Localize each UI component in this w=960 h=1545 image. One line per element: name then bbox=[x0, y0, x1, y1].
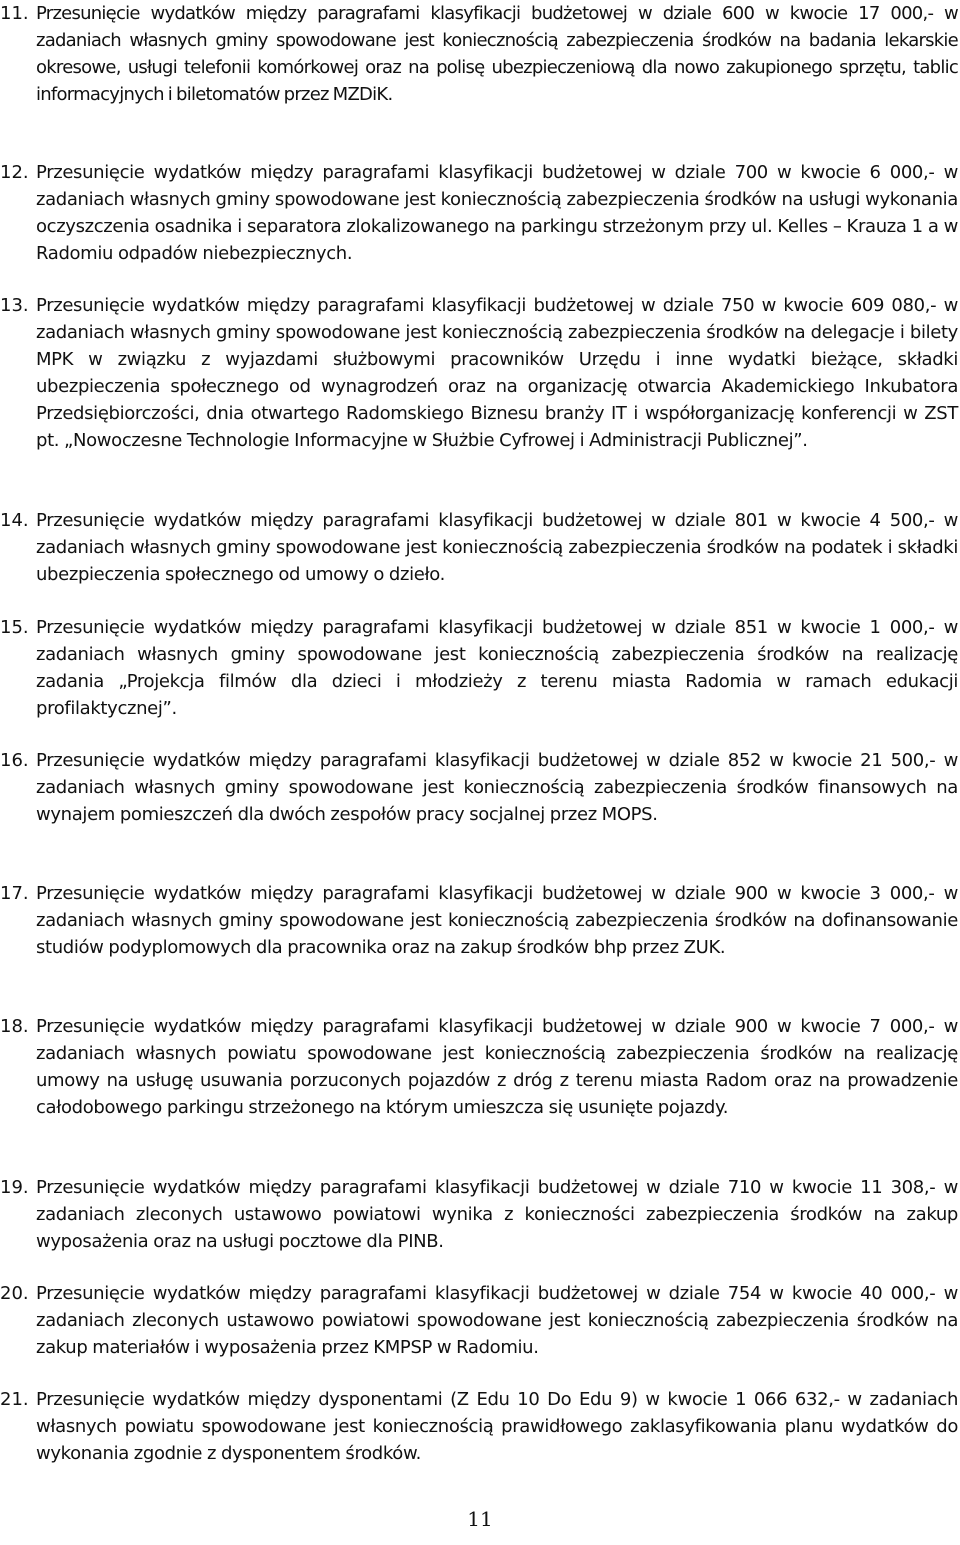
list-item bbox=[0, 1386, 958, 1467]
item-number: 21. bbox=[0, 1389, 29, 1410]
list-item bbox=[0, 1013, 958, 1121]
item-text: Przesunięcie wydatków między dysponentami (Z Edu 10 Do Edu 9) w kwocie 1 066 632,- w zadaniach własnych powiatu spowodowane jest koniecznością prawidłowego zaklasyfikowania planu wydatków do wykonania zgodnie z dysponentem środków. bbox=[36, 1389, 958, 1464]
item-number: 16. bbox=[0, 750, 29, 771]
list-item bbox=[0, 159, 958, 267]
item-number: 13. bbox=[0, 295, 29, 316]
item-text: Przesunięcie wydatków między paragrafami klasyfikacji budżetowej w dziale 851 w kwocie 1 000,- w zadaniach własnych gminy spowodowane jest koniecznością zabezpieczenia środków na realizację zadania „Projekcja filmów dla dzieci i młodzieży z terenu miasta Radomia w ramach edukacji profilaktycznej”. bbox=[36, 617, 958, 719]
item-text: Przesunięcie wydatków między paragrafami klasyfikacji budżetowej w dziale 801 w kwocie 4 500,- w zadaniach własnych gminy spowodowane jest koniecznością zabezpieczenia środków na podatek i składki ubezpieczenia społecznego od umowy o dzieło. bbox=[36, 510, 958, 585]
item-text: Przesunięcie wydatków między paragrafami klasyfikacji budżetowej w dziale 710 w kwocie 11 308,- w zadaniach zleconych ustawowo powiatowi wynika z konieczności zabezpieczenia środków na zakup wyposażenia oraz na usługi pocztowe dla PINB. bbox=[36, 1177, 958, 1252]
item-text: Przesunięcie wydatków między paragrafami klasyfikacji budżetowej w dziale 852 w kwocie 21 500,- w zadaniach własnych gminy spowodowane jest koniecznością zabezpieczenia środków finansowych na wynajem pomieszczeń dla dwóch zespołów pracy socjalnej przez MOPS. bbox=[36, 750, 958, 825]
list-item bbox=[0, 507, 958, 588]
item-number: 18. bbox=[0, 1016, 29, 1037]
item-number: 12. bbox=[0, 162, 29, 183]
list-item bbox=[0, 292, 958, 454]
list-item bbox=[0, 0, 958, 108]
item-number: 11. bbox=[0, 3, 29, 24]
item-text: Przesunięcie wydatków między paragrafami klasyfikacji budżetowej w dziale 900 w kwocie 7 000,- w zadaniach własnych powiatu spowodowane jest koniecznością zabezpieczenia środków na realizację umowy na usługę usuwania porzuconych pojazdów z dróg z terenu miasta Radom oraz na prowadzenie całodobowego parkingu strzeżonego na którym umieszcza się usunięte pojazdy. bbox=[36, 1016, 958, 1118]
list-item bbox=[0, 1174, 958, 1255]
item-number: 14. bbox=[0, 510, 29, 531]
item-text: Przesunięcie wydatków między paragrafami klasyfikacji budżetowej w dziale 600 w kwocie 17 000,- w zadaniach własnych gminy spowodowane jest koniecznością zabezpieczenia środków na badania lekarskie okresowe, usługi telefonii komórkowej oraz na polisę ubezpieczeniową dla nowo zakupionego sprzętu, tablic informacyjnych i biletomatów przez MZDiK. bbox=[36, 3, 958, 105]
list-item bbox=[0, 747, 958, 828]
item-number: 19. bbox=[0, 1177, 29, 1198]
item-text: Przesunięcie wydatków między paragrafami klasyfikacji budżetowej w dziale 750 w kwocie 609 080,- w zadaniach własnych gminy spowodowane jest koniecznością zabezpieczenia środków na delegacje i bilety MPK w związku z wyjazdami służbowymi pracowników Urzędu i inne wydatki bieżące, składki ubezpieczenia społecznego od wynagrodzeń oraz na organizację otwarcia Akademickiego Inkubatora Przedsiębiorczości, dnia otwartego Radomskiego Biznesu branży IT i współorganizację konferencji w ZST pt. „Nowoczesne Technologie Informacyjne w Służbie Cyfrowej i Administracji Publicznej”. bbox=[36, 295, 958, 451]
list-item bbox=[0, 1280, 958, 1361]
item-text: Przesunięcie wydatków między paragrafami klasyfikacji budżetowej w dziale 754 w kwocie 40 000,- w zadaniach zleconych ustawowo powiatowi spowodowane jest koniecznością zabezpieczenia środków na zakup materiałów i wyposażenia przez KMPSP w Radomiu. bbox=[36, 1283, 958, 1358]
item-number: 17. bbox=[0, 883, 29, 904]
list-item bbox=[0, 880, 958, 961]
item-number: 15. bbox=[0, 617, 29, 638]
item-text: Przesunięcie wydatków między paragrafami klasyfikacji budżetowej w dziale 900 w kwocie 3 000,- w zadaniach własnych gminy spowodowane jest koniecznością zabezpieczenia środków na dofinansowanie studiów podyplomowych dla pracownika oraz na zakup środków bhp przez ZUK. bbox=[36, 883, 958, 958]
item-text: Przesunięcie wydatków między paragrafami klasyfikacji budżetowej w dziale 700 w kwocie 6 000,- w zadaniach własnych gminy spowodowane jest koniecznością zabezpieczenia środków na usługi wykonania oczyszczenia osadnika i separatora zlokalizowanego na parkingu strzeżonym przy ul. Kelles – Krauza 1 a w Radomiu odpadów niebezpiecznych. bbox=[36, 162, 958, 264]
list-item bbox=[0, 614, 958, 722]
page-number: 11 bbox=[467, 1507, 493, 1531]
item-number: 20. bbox=[0, 1283, 29, 1304]
